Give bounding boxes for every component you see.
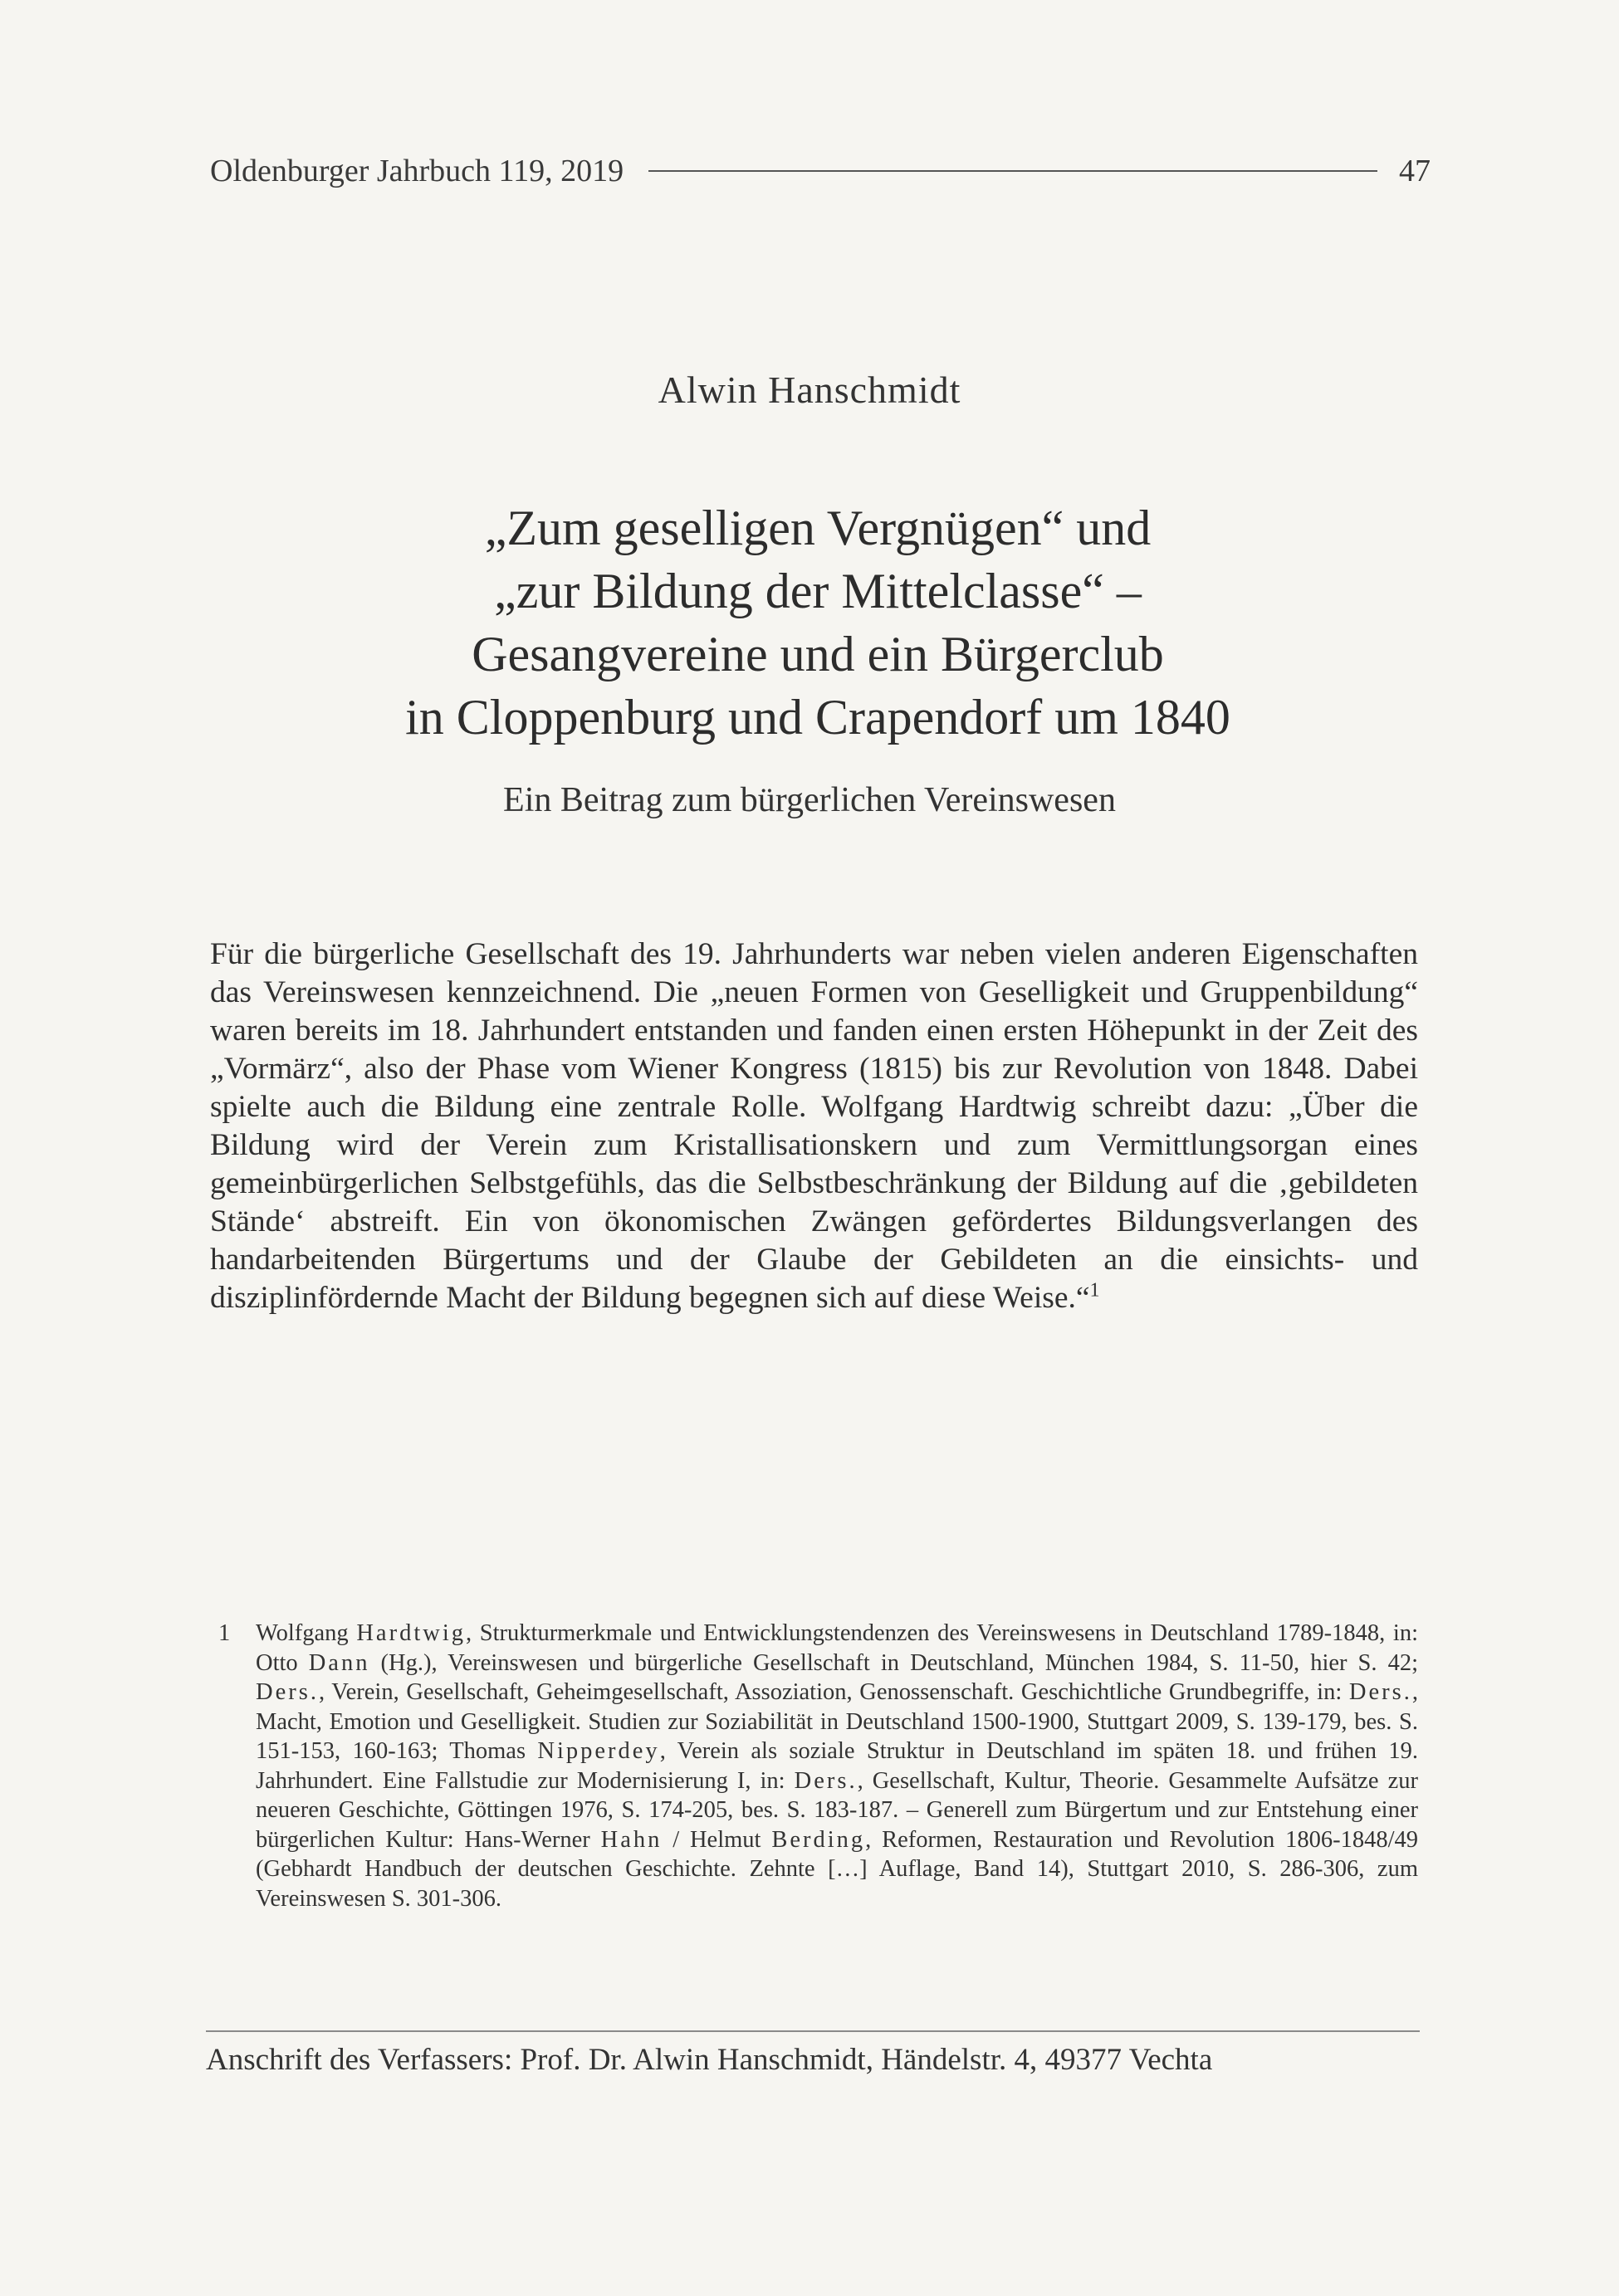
footnote-number: 1 [218,1620,231,1646]
title-line: „zur Bildung der Mittelclasse“ – [494,564,1142,618]
footnote-author-name: Hardtwig [356,1620,466,1646]
title-line: Gesangvereine und ein Bürgerclub [472,627,1164,681]
footnote-author-name: Ders. [794,1767,858,1794]
footnote-text-segment: , Verein, Gesellschaft, Geheimgesellschaft, Assoziation, Genossenschaft. Geschichtliche Grundbegriffe, in: [318,1679,1349,1705]
footnote-text-segment: , Macht, Emotion und Geselligkeit. Studien zur Soziabilität in Deutschland 1500-1900, Stuttgart 2009, S. 139-179, bes. S. 151-153, 160-163; Thomas [256,1679,1418,1764]
footnote-author-name: Ders. [256,1679,319,1705]
article-title [208,496,1428,749]
footnote-text-segment: (Hg.), Vereinswesen und bürgerliche Gesellschaft in Deutschland, München 1984, S. 11-50, hier S. 42; [369,1649,1418,1676]
footnote-text-segment: , Strukturmerkmale und Entwicklungstendenzen des Vereinswesens in Deutschland 1789-1848, in: Otto [256,1620,1418,1676]
footnote-text-segment: , Verein als soziale Struktur in Deutschland im späten 18. und frühen 19. Jahrhundert. Eine Fallstudie zur Modernisierung I, in: [256,1738,1418,1794]
footnote-text-segment: , Gesellschaft, Kultur, Theorie. Gesammelte Aufsätze zur neueren Geschichte, Göttingen 1976, S. 174-205, bes. S. 183-187. – Generell zum Bürgertum und zur Entstehung einer bürgerlichen Kultur: Hans-Werner [256,1767,1418,1853]
footnote-author-name: Hahn [600,1826,663,1853]
footnote-reference[interactable]: 1 [1089,1279,1100,1302]
footnote-text [256,1619,1418,1913]
page-number: 47 [1399,154,1431,188]
footnote-text-segment: / Helmut [662,1826,772,1853]
footnote-author-name: Nipperdey [537,1738,660,1764]
running-header [210,146,1431,196]
footnote-author-name: Ders. [1348,1679,1412,1705]
article-subtitle: Ein Beitrag zum bürgerlichen Vereinswesen [503,781,1116,819]
footnote-text-segment: Wolfgang [256,1620,357,1646]
header-rule [648,170,1377,172]
footnote [218,1619,1418,1913]
footnote-author-name: Berding [771,1826,866,1853]
body-paragraph [210,935,1418,1317]
footnote-author-name: Dann [308,1649,370,1676]
journal-title: Oldenburger Jahrbuch 119, 2019 [210,154,624,188]
author-address: Anschrift des Verfassers: Prof. Dr. Alwin Hanschmidt, Händelstr. 4, 49377 Vechta [206,2043,1213,2077]
article-author: Alwin Hanschmidt [658,369,961,411]
body-paragraph-text: Für die bürgerliche Gesellschaft des 19. Jahrhunderts war neben vielen anderen Eigenschaften das Vereinswesen kennzeichnend. Die „neuen Formen von Geselligkeit und Gruppenbildung“ waren bereits im 18. Jahrhundert entstanden und fanden einen ersten Höhepunkt in der Zeit des „Vormärz“, also der Phase vom Wiener Kongress (1815) bis zur Revolution von 1848. Dabei spielte auch die Bildung eine zentrale Rolle. Wolfgang Hardtwig schreibt dazu: „Über die Bildung wird der Verein zum Kristallisationskern und zum Vermittlungsorgan eines gemeinbürgerlichen Selbstgefühls, das die Selbstbeschränkung der Bildung auf die ‚gebildeten Stände‘ abstreift. Ein von ökonomischen Zwängen gefördertes Bildungsverlangen des handarbeitenden Bürgertums und der Glaube der Gebildeten an die einsichts- und disziplinfördernde Macht der Bildung begegnen sich auf diese Weise.“ [210,937,1418,1315]
title-line: „Zum geselligen Vergnügen“ und [484,501,1152,555]
footnote-text-segment: , Reformen, Restauration und Revolution 1806-1848/49 (Gebhardt Handbuch der deutschen Geschichte. Zehnte […] Auflage, Band 14), Stuttgart 2010, S. 286-306, zum Vereinswesen S. 301-306. [256,1826,1419,1912]
footer-rule [206,2030,1420,2032]
title-line: in Cloppenburg und Crapendorf um 1840 [405,690,1230,745]
